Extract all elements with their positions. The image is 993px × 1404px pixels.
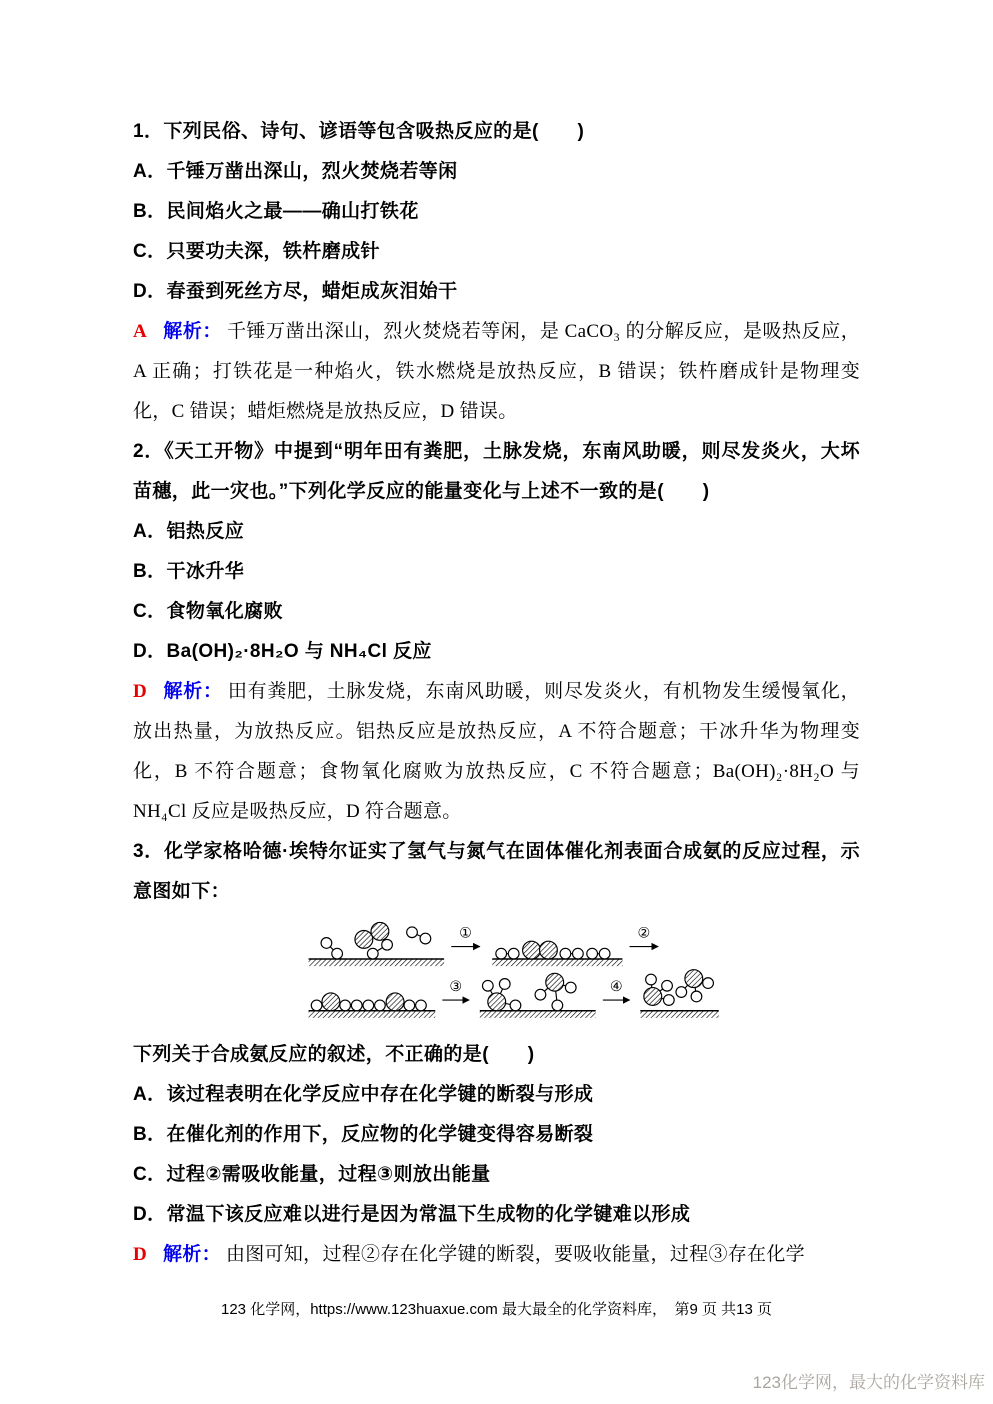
- scene-4-nh3-forming: [480, 973, 596, 1018]
- q1-stem: 1．下列民俗、诗句、谚语等包含吸热反应的是( ): [133, 121, 585, 142]
- q1-option-a: A．千锤万凿出深山，烈火焚烧若等闲: [133, 161, 458, 182]
- q3-analysis-label: 解析：: [163, 1244, 221, 1265]
- scene-5-nh3-desorbing: [640, 970, 718, 1018]
- scene-2-adsorbed-molecules: [492, 941, 622, 966]
- step-4-label: ④: [609, 979, 623, 996]
- step-arrow-3: [442, 979, 469, 1000]
- q1-answer-letter: A: [133, 321, 148, 342]
- q1-analysis-label: 解析：: [163, 321, 222, 342]
- q2-option-c: C．食物氧化腐败: [133, 601, 283, 622]
- q2-option-b: B．干冰升华: [133, 561, 245, 582]
- q2-option-a: A．铝热反应: [133, 521, 245, 542]
- page-content: [133, 112, 860, 1275]
- q1-option-c: C．只要功夫深，铁杵磨成针: [133, 241, 380, 262]
- catalyst-surface: [309, 959, 445, 966]
- q3-option-b: B．在催化剂的作用下，反应物的化学键变得容易断裂: [133, 1124, 594, 1145]
- page-footer: 123 化学网，https://www.123huaxue.com 最大最全的化学资料库， 第9 页 共13 页: [221, 1301, 772, 1318]
- q1-analysis-text: 千锤万凿出深山，烈火焚烧若等闲，是 CaCO₃ 的分解反应，是吸热反应，A 正确；打铁花是一种焰火，铁水燃烧是放热反应，B 错误；铁杵磨成针是物理变化，C 错误；蜡炬燃烧是放热反应，D 错误。: [133, 321, 860, 422]
- q1-analysis: [133, 312, 860, 432]
- q2-analysis-label: 解析：: [163, 681, 223, 702]
- watermark-text: 123化学网，最大的化学资料库: [752, 1373, 985, 1392]
- q1-option-d: D．春蚕到死丝方尽，蜡炬成灰泪始干: [133, 281, 458, 302]
- q1-option-b: B．民间焰火之最——确山打铁花: [133, 201, 419, 222]
- q2-analysis: [133, 672, 860, 832]
- step-1-label: ①: [459, 925, 472, 942]
- q3-option-a: A．该过程表明在化学反应中存在化学键的断裂与形成: [133, 1084, 594, 1105]
- ammonia-synthesis-diagram: [301, 918, 721, 1025]
- q3-analysis-text: 由图可知，过程②存在化学键的断裂，要吸收能量，过程③存在化学: [225, 1244, 805, 1265]
- q3-question-line: 下列关于合成氨反应的叙述，不正确的是( ): [133, 1044, 535, 1065]
- q2-option-d: D．Ba(OH)₂·8H₂O 与 NH₄Cl 反应: [133, 641, 432, 662]
- n-atoms: [322, 993, 404, 1011]
- q2-analysis-text: 田有粪肥，土脉发烧，东南风助暖，则尽发炎火，有机物发生缓慢氧化，放出热量，为放热反应。铝热反应是放热反应，A 不符合题意；干冰升华为物理变化，B 不符合题意；食物氧化腐败为放热反应，C 不符合题意；Ba(OH)₂·8H₂O 与 NH₄Cl 反应是吸热反应，D 符合题意。: [133, 681, 860, 822]
- q2-stem: 2．《天工开物》中提到“明年田有粪肥，土脉发烧，东南风助暖，则尽发炎火，大坏苗穗，此一灾也。”下列化学反应的能量变化与上述不一致的是( ): [133, 441, 860, 502]
- q3-option-c: C．过程②需吸收能量，过程③则放出能量: [133, 1164, 491, 1185]
- catalyst-surface: [492, 959, 622, 966]
- step-arrow-1: [451, 926, 480, 947]
- step-arrow-2: [630, 926, 659, 947]
- catalyst-surface: [309, 1011, 436, 1018]
- q3-answer-letter: D: [133, 1244, 148, 1265]
- q2-answer-letter: D: [133, 681, 148, 702]
- catalyst-surface: [640, 1011, 718, 1018]
- scene-3-dissociated-atoms: [309, 993, 436, 1018]
- q3-stem: 3．化学家格哈德·埃特尔证实了氢气与氮气在固体催化剂表面合成氨的反应过程，示意图如下：: [133, 841, 860, 902]
- n2-molecule: [523, 941, 558, 959]
- scene-1-gas-phase: [309, 922, 445, 966]
- step-arrow-4: [603, 979, 630, 1000]
- q3-analysis: [133, 1235, 860, 1275]
- catalyst-surface: [480, 1011, 596, 1018]
- step-2-label: ②: [637, 925, 651, 942]
- step-3-label: ③: [449, 979, 463, 996]
- q3-option-d: D．常温下该反应难以进行是因为常温下生成物的化学键难以形成: [133, 1204, 691, 1225]
